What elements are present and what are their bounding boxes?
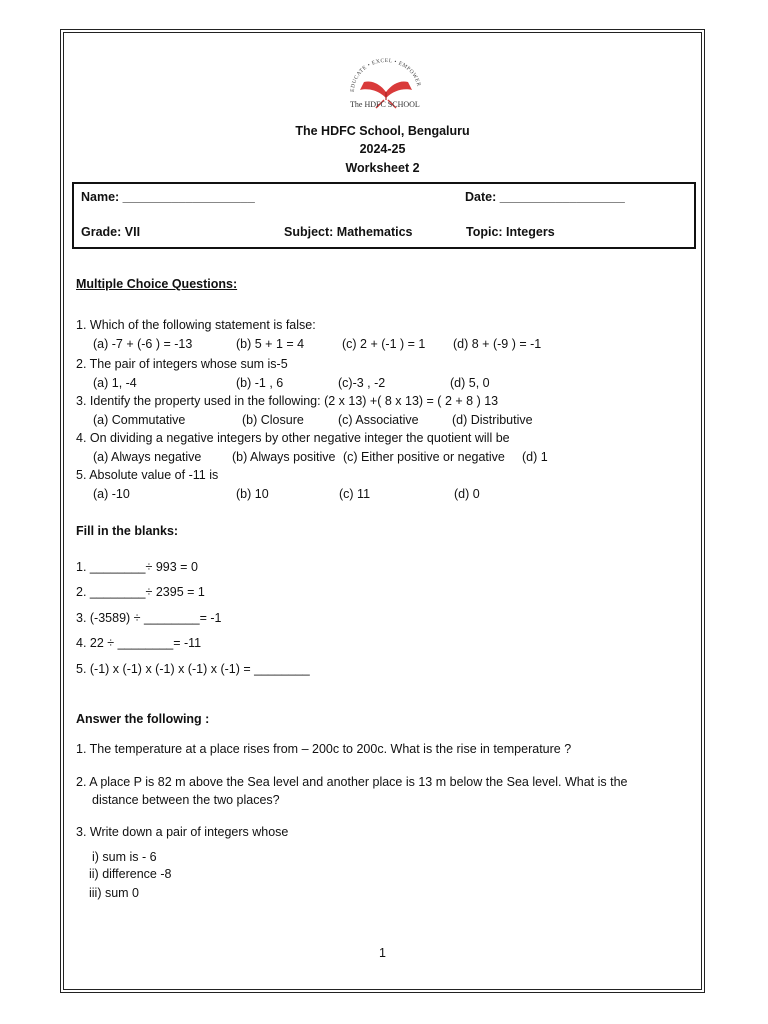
grade-field: Grade: VII (81, 225, 141, 239)
school-name: The HDFC School, Bengaluru (295, 124, 470, 138)
mcq-heading: Multiple Choice Questions: (76, 277, 238, 291)
mcq-question-3: 3. Identify the property used in the following: (2 x 13) +( 8 x 13) = ( 2 + 8 ) 13 (76, 394, 499, 408)
mcq-1-option-b: (b) 5 + 1 = 4 (236, 337, 305, 351)
subject-field: Subject: Mathematics (284, 225, 413, 239)
school-logo (340, 52, 432, 118)
mcq-5-option-a: (a) -10 (93, 487, 130, 501)
mcq-4-option-c: (c) Either positive or negative (343, 450, 505, 464)
answer-3-part-i: i) sum is - 6 (92, 850, 157, 864)
mcq-4-option-a: (a) Always negative (93, 450, 202, 464)
logo-text: The HDFC SCHOOL (350, 100, 420, 109)
date-field: Date: __________________ (465, 190, 625, 204)
mcq-3-option-c: (c) Associative (338, 413, 419, 427)
answer-question-2-line-2: distance between the two places? (92, 793, 280, 807)
mcq-5-option-c: (c) 11 (339, 487, 371, 501)
answer-question-1: 1. The temperature at a place rises from – 200c to 200c. What is the rise in temperature ? (76, 742, 572, 756)
fill-item-3: 3. (-3589) ÷ ________= -1 (76, 611, 222, 625)
answer-question-2-line-1: 2. A place P is 82 m above the Sea level and another place is 13 m below the Sea level. What is the (76, 775, 628, 789)
fill-item-5: 5. (-1) x (-1) x (-1) x (-1) x (-1) = ________ (76, 662, 310, 676)
page-border-inner (63, 32, 702, 990)
fill-heading: Fill in the blanks: (76, 524, 179, 538)
logo-arc-text: EDUCATE • EXCEL • EMPOWER (349, 57, 422, 93)
mcq-3-option-a: (a) Commutative (93, 413, 186, 427)
name-field: Name: ___________________ (81, 190, 255, 204)
fill-item-4: 4. 22 ÷ ________= -11 (76, 636, 202, 650)
mcq-question-2: 2. The pair of integers whose sum is-5 (76, 357, 288, 371)
worksheet-title: Worksheet 2 (345, 161, 420, 175)
mcq-question-5: 5. Absolute value of -11 is (76, 468, 219, 482)
mcq-4-option-b: (b) Always positive (232, 450, 336, 464)
answer-question-3: 3. Write down a pair of integers whose (76, 825, 289, 839)
page-number: 1 (379, 946, 386, 960)
mcq-4-option-d: (d) 1 (522, 450, 548, 464)
academic-year: 2024-25 (359, 142, 406, 156)
answer-heading: Answer the following : (76, 712, 210, 726)
fill-item-2: 2. ________÷ 2395 = 1 (76, 585, 205, 599)
svg-text:EDUCATE • EXCEL • EMPOWER (350, 58, 422, 92)
fill-item-1: 1. ________÷ 993 = 0 (76, 560, 198, 574)
mcq-question-4: 4. On dividing a negative integers by other negative integer the quotient will be (76, 431, 510, 445)
mcq-2-option-d: (d) 5, 0 (450, 376, 490, 390)
mcq-3-option-d: (d) Distributive (452, 413, 533, 427)
mcq-1-option-d: (d) 8 + (-9 ) = -1 (453, 337, 542, 351)
mcq-2-option-c: (c)-3 , -2 (338, 376, 386, 390)
mcq-1-option-a: (a) -7 + (-6 ) = -13 (93, 337, 193, 351)
answer-3-part-iii: iii) sum 0 (89, 886, 140, 900)
mcq-1-option-c: (c) 2 + (-1 ) = 1 (342, 337, 426, 351)
mcq-5-option-d: (d) 0 (454, 487, 480, 501)
topic-field: Topic: Integers (466, 225, 555, 239)
mcq-question-1: 1. Which of the following statement is false: (76, 318, 316, 332)
mcq-2-option-b: (b) -1 , 6 (236, 376, 284, 390)
mcq-3-option-b: (b) Closure (242, 413, 304, 427)
mcq-5-option-b: (b) 10 (236, 487, 269, 501)
mcq-2-option-a: (a) 1, -4 (93, 376, 137, 390)
answer-3-part-ii: ii) difference -8 (89, 867, 172, 881)
